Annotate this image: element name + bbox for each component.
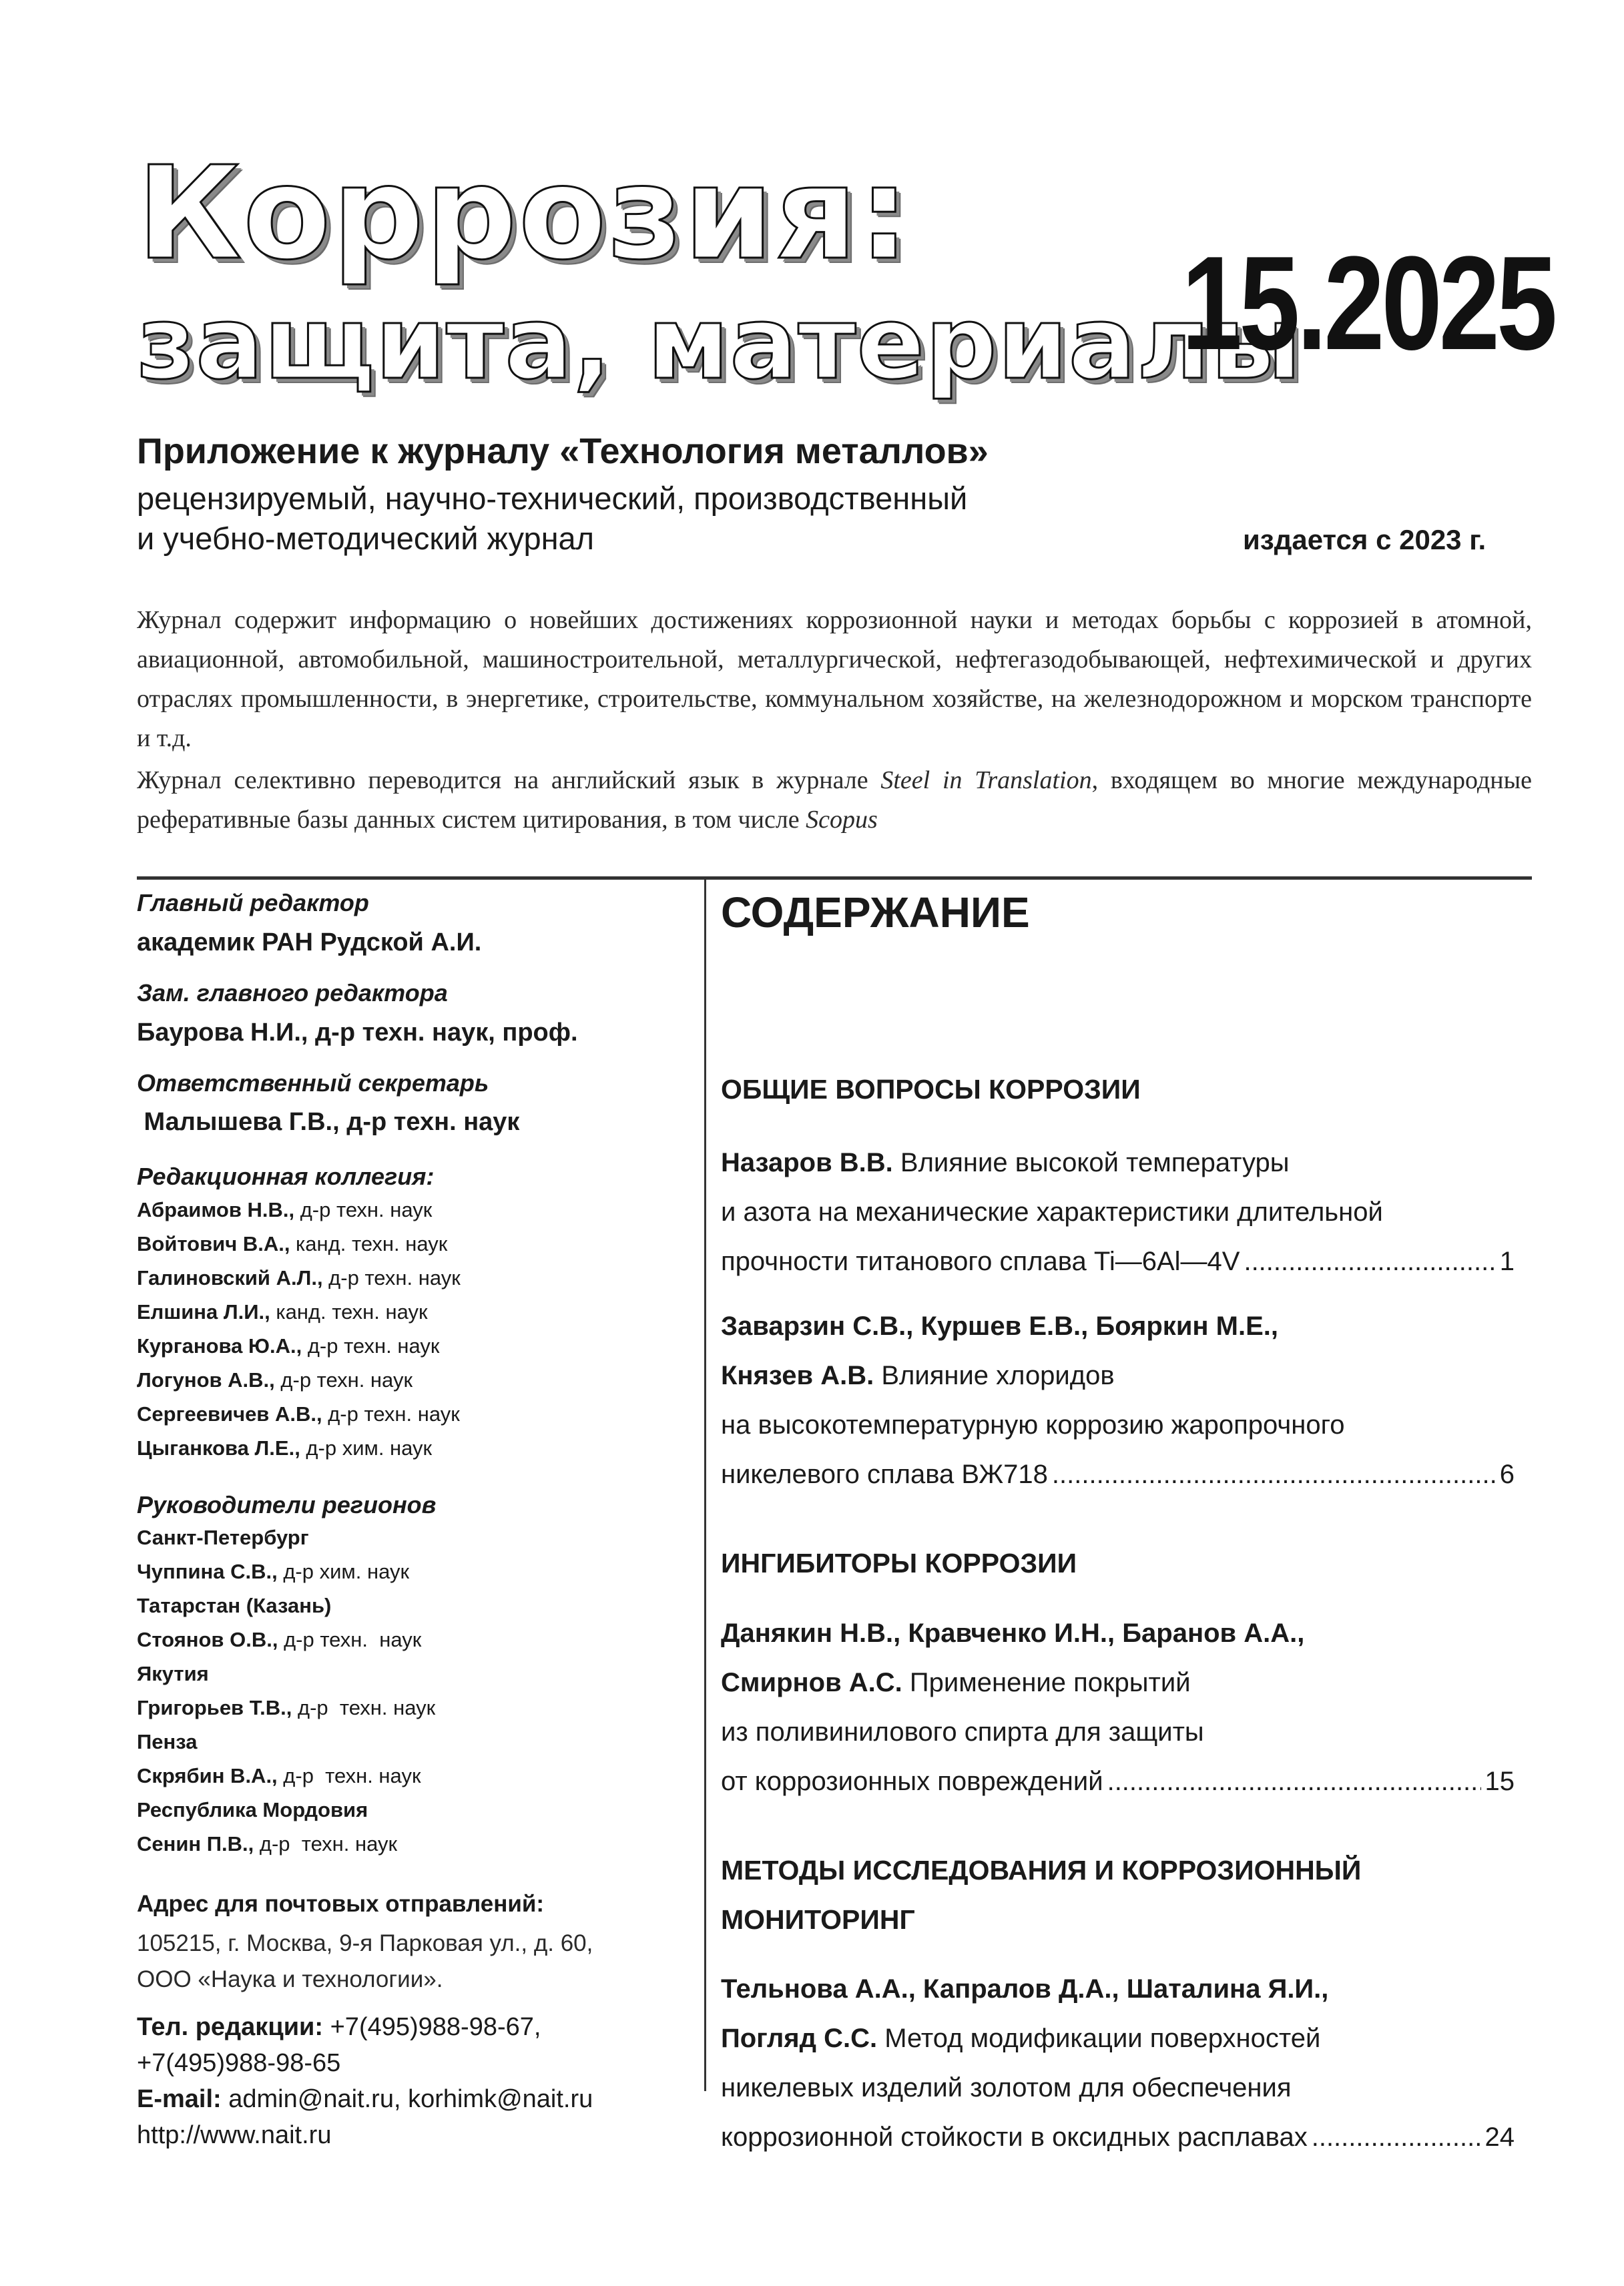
chief-editor-name: академик РАН Рудской А.И. (137, 928, 482, 956)
regional-head: Сенин П.В., д-р техн. наук (137, 1832, 398, 1855)
regional-head: Стоянов О.В., д-р техн. наук (137, 1628, 422, 1651)
region-name: Санкт-Петербург (137, 1526, 309, 1549)
email-link[interactable]: admin@nait.ru, korhimk@nait.ru (221, 2085, 593, 2113)
database-name-scopus: Scopus (806, 806, 878, 834)
secretary-name: Малышева Г.В., д-р техн. наук (137, 1108, 520, 1136)
article-authors: Назаров В.В. (721, 1148, 893, 1177)
deputy-editor-name: Баурова Н.И., д-р техн. наук, проф. (137, 1019, 578, 1047)
toc-article[interactable] (721, 1964, 1532, 2162)
article-title: Применение покрытий (902, 1668, 1191, 1697)
column-divider (704, 876, 706, 2091)
email-line: E-mail: admin@nait.ru, korhimk@nait.ru (137, 2085, 593, 2113)
chief-editor-role: Главный редактор (137, 889, 369, 916)
regional-heads-role: Руководители регионов (137, 1491, 437, 1518)
leader-dots (1107, 1757, 1481, 1806)
published-since: издается с 2023 г. (1243, 524, 1486, 555)
page-number: 24 (1484, 2122, 1515, 2152)
article-title: и азота на механические характеристики длительной (721, 1197, 1383, 1227)
issue-number: 15.2025 (1181, 229, 1555, 378)
address-org: ООО «Наука и технологии». (137, 1966, 443, 1992)
article-authors: Данякин Н.В., Кравченко И.Н., Баранов А.А., (721, 1619, 1305, 1648)
horizontal-divider (137, 876, 1532, 880)
toc-article[interactable] (721, 1138, 1532, 1286)
journal-description-line1: рецензируемый, научно-технический, производственный (137, 481, 968, 516)
phone-line: Тел. редакции: +7(495)988-98-67, (137, 2013, 541, 2041)
address-heading: Адрес для почтовых отправлений: (137, 1891, 545, 1917)
region-name: Пенза (137, 1730, 198, 1753)
board-member: Курганова Ю.А., д-р техн. наук (137, 1334, 440, 1358)
journal-title-line2: защита, материалы (137, 286, 1302, 402)
journal-title-line1: Коррозия: (137, 139, 911, 288)
regional-head: Чуппина С.В., д-р хим. наук (137, 1560, 410, 1583)
article-title: никелевого сплава ВЖ718 (721, 1460, 1048, 1489)
page-number: 1 (1499, 1247, 1515, 1276)
article-title: никелевых изделий золотом для обеспечения (721, 2073, 1292, 2102)
region-name: Якутия (137, 1662, 209, 1685)
article-authors: Погляд С.С. (721, 2024, 878, 2053)
toc-article[interactable] (721, 1302, 1532, 1499)
editorial-board-list (137, 1193, 684, 1465)
article-authors: Князев А.В. (721, 1361, 874, 1390)
article-title: Метод модификации поверхностей (877, 2024, 1321, 2053)
regional-head: Григорьев Т.В., д-р техн. наук (137, 1696, 436, 1719)
leader-dots (1244, 1237, 1495, 1286)
toc-title: СОДЕРЖАНИЕ (721, 888, 1030, 936)
regional-head: Скрябин В.А., д-р техн. наук (137, 1764, 421, 1787)
board-member: Елшина Л.И., канд. техн. наук (137, 1300, 428, 1324)
toc-section-heading: ИНГИБИТОРЫ КОРРОЗИИ (721, 1548, 1077, 1579)
address-line: 105215, г. Москва, 9-я Парковая ул., д. 60, (137, 1930, 593, 1956)
region-name: Татарстан (Казань) (137, 1594, 332, 1617)
website-link[interactable]: http://www.nait.ru (137, 2121, 332, 2149)
toc-section-heading: МЕТОДЫ ИССЛЕДОВАНИЯ И КОРРОЗИОННЫЙ МОНИТОРИНГ (721, 1855, 1362, 1935)
article-title: Влияние высокой температуры (892, 1148, 1290, 1177)
article-title: на высокотемпературную коррозию жаропрочного (721, 1410, 1345, 1440)
editorial-board-role: Редакционная коллегия: (137, 1163, 435, 1190)
article-title: прочности титанового сплава Ti—6Al—4V (721, 1247, 1240, 1276)
article-authors: Смирнов А.С. (721, 1668, 902, 1697)
region-name: Республика Мордовия (137, 1798, 368, 1821)
article-title: из поливинилового спирта для защиты (721, 1717, 1204, 1747)
toc-article[interactable] (721, 1609, 1532, 1806)
article-authors: Заварзин С.В., Куршев Е.В., Бояркин М.Е., (721, 1312, 1279, 1341)
board-member: Галиновский А.Л., д-р техн. наук (137, 1266, 461, 1290)
journal-description-line2: и учебно-методический журнал (137, 521, 595, 556)
article-title: от коррозионных повреждений (721, 1767, 1103, 1796)
leader-dots (1052, 1450, 1496, 1499)
board-member: Войтович В.А., канд. техн. наук (137, 1232, 448, 1255)
article-title: Влияние хлоридов (874, 1361, 1115, 1390)
board-member: Сергеевичев А.В., д-р техн. наук (137, 1402, 460, 1426)
article-title: коррозионной стойкости в оксидных расплавах (721, 2122, 1308, 2152)
article-authors: Тельнова А.А., Капралов Д.А., Шаталина Я.И., (721, 1974, 1329, 2004)
board-member: Цыганкова Л.Е., д-р хим. наук (137, 1436, 433, 1460)
regional-heads-list (137, 1520, 684, 1861)
journal-name-steel-in-translation: Steel in Translation (880, 766, 1092, 794)
supplement-title: Приложение к журналу «Технология металлов» (137, 431, 989, 471)
secretary-role: Ответственный секретарь (137, 1069, 489, 1097)
page-number: 15 (1484, 1767, 1515, 1796)
phone-line-2: +7(495)988-98-65 (137, 2049, 341, 2077)
board-member: Логунов А.В., д-р техн. наук (137, 1368, 413, 1392)
board-member: Абраимов Н.В., д-р техн. наук (137, 1198, 433, 1221)
intro-paragraph: Журнал содержит информацию о новейших достижениях коррозионной науки и методах борьбы с коррозией в атомной, авиационной, автомобильной, машиностроительной, металлургической, нефтегазодобывающей, нефтехимической и других отраслях промышленности, в энергетике, строительстве, коммунальном хозяйстве, на железнодорожном и морском транспорте и т.д. (137, 606, 1532, 752)
deputy-editor-role: Зам. главного редактора (137, 979, 448, 1007)
toc-section-heading: ОБЩИЕ ВОПРОСЫ КОРРОЗИИ (721, 1074, 1141, 1105)
leader-dots (1312, 2112, 1481, 2162)
translation-paragraph: Журнал селективно переводится на английский язык в журнале Steel in Translation, входящем во многие международные реферативные базы данных систем цитирования, в том числе Scopus (137, 766, 1532, 834)
page-number: 6 (1499, 1460, 1515, 1489)
